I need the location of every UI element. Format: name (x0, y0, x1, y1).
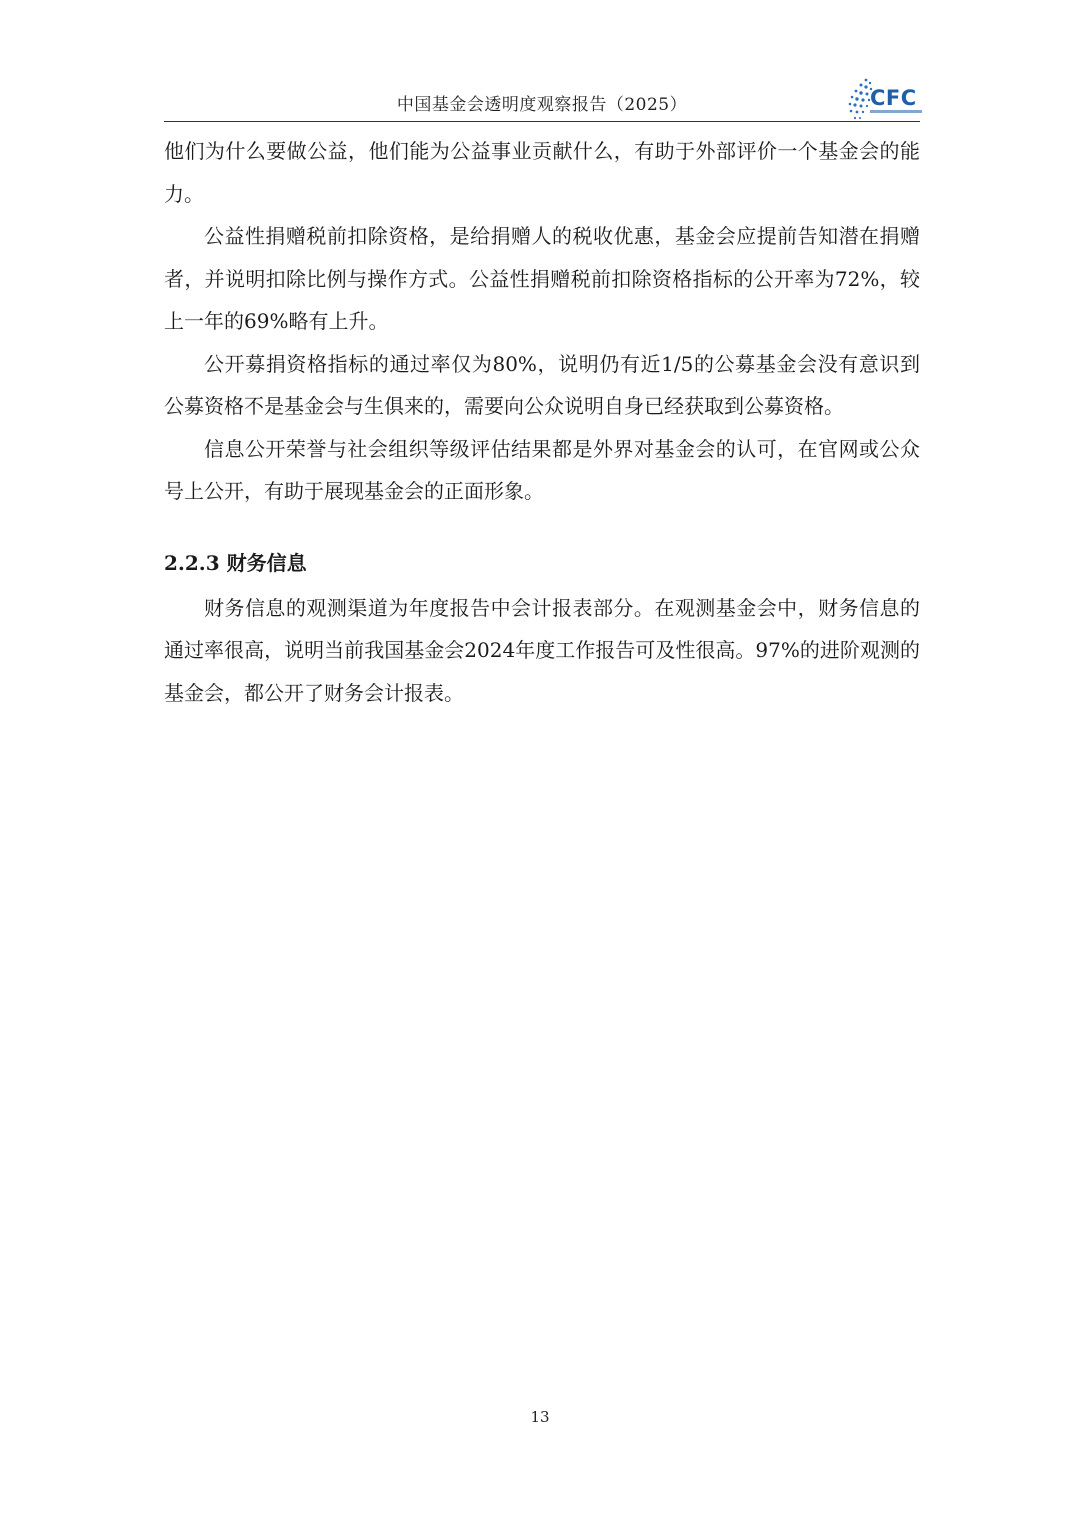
logo-text: CFC (870, 86, 917, 110)
logo-subtext (870, 110, 922, 113)
page-number: 13 (530, 1408, 550, 1426)
header-divider (164, 121, 920, 122)
paragraph-public-fundraising: 公开募捐资格指标的通过率仅为80%，说明仍有近1/5的公募基金会没有意识到公募资格不是基金会与生俱来的，需要向公众说明自身已经获取到公募资格。 (164, 351, 920, 418)
cfc-logo-icon (846, 76, 920, 122)
paragraph-honors: 信息公开荣誉与社会组织等级评估结果都是外界对基金会的认可，在官网或公众号上公开，有助于展现基金会的正面形象。 (164, 436, 920, 503)
paragraph-financial-info: 财务信息的观测渠道为年度报告中会计报表部分。在观测基金会中，财务信息的通过率很高，说明当前我国基金会2024年度工作报告可及性很高。97%的进阶观测的基金会，都公开了财务会计报表。 (164, 595, 920, 705)
page-body (164, 130, 920, 714)
section-heading-financial-info: 2.2.3 财务信息 (164, 550, 307, 575)
page-header (164, 70, 920, 124)
report-title: 中国基金会透明度观察报告（2025） (396, 95, 688, 115)
paragraph-tax-deduction: 公益性捐赠税前扣除资格，是给捐赠人的税收优惠，基金会应提前告知潜在捐赠者，并说明扣除比例与操作方式。公益性捐赠税前扣除资格指标的公开率为72%，较上一年的69%略有上升。 (164, 224, 920, 333)
paragraph-continuation: 他们为什么要做公益，他们能为公益事业贡献什么，有助于外部评价一个基金会的能力。 (164, 139, 920, 206)
